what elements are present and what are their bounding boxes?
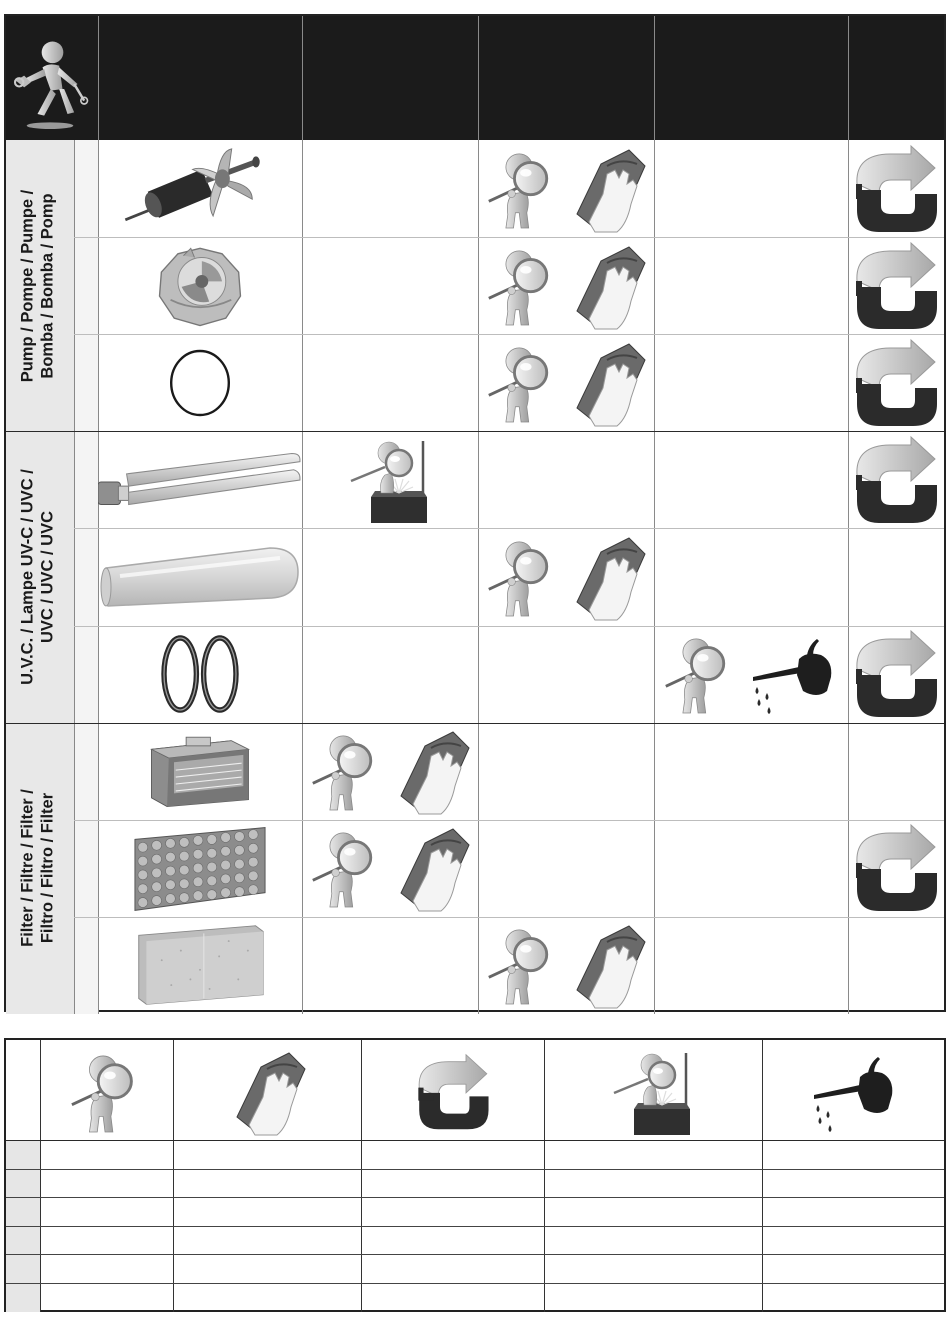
inspect-icon [485, 533, 561, 621]
group-label [18, 431, 62, 722]
group-label-line: U.V.C. / Lampe UV-C / UVC / [19, 469, 38, 685]
lubricate-icon [805, 1047, 901, 1137]
legend-column-divider [762, 1040, 763, 1312]
lubricate-icon [744, 629, 840, 719]
column-divider [848, 16, 849, 1014]
clean-icon [391, 823, 471, 913]
quartz-tube-icon [100, 541, 300, 613]
group-label-line: Pump / Pompe / Pumpe / [19, 189, 38, 382]
column-divider [654, 16, 655, 1014]
group-label [18, 140, 62, 431]
legend-column-divider [361, 1040, 362, 1312]
legend-column-divider [40, 1040, 41, 1312]
row-divider [6, 723, 944, 724]
clean-icon [227, 1047, 307, 1137]
row-divider [74, 237, 944, 238]
maintenance-table [4, 14, 946, 1012]
inspect-icon [485, 921, 561, 1009]
service-mascot-icon [8, 34, 92, 134]
double-o-ring-icon [155, 629, 245, 719]
legend-column-divider [544, 1040, 545, 1312]
inspect-uv-icon [344, 435, 436, 525]
clean-icon [567, 338, 647, 428]
column-divider [98, 16, 99, 140]
replace-icon [851, 823, 941, 913]
legend-row-divider [6, 1226, 944, 1227]
row-divider [74, 334, 944, 335]
row-number-column [74, 723, 98, 1014]
filter-cartridge-icon [148, 732, 252, 810]
clean-icon [567, 920, 647, 1010]
uv-lamp-icon [98, 449, 302, 511]
clean-icon [567, 144, 647, 234]
column-divider [302, 16, 303, 1014]
legend-row-divider [6, 1169, 944, 1170]
filter-sponge-icon [131, 823, 269, 913]
clean-icon [567, 532, 647, 622]
row-divider [6, 431, 944, 432]
row-divider [74, 917, 944, 918]
legend-row-divider [6, 1254, 944, 1255]
row-divider [74, 820, 944, 821]
inspect-icon [485, 339, 561, 427]
replace-icon [851, 629, 941, 719]
row-number-column [74, 140, 98, 431]
replace-icon [414, 1053, 492, 1131]
replace-icon [851, 144, 941, 234]
inspect-icon [485, 145, 561, 233]
impeller-icon [110, 147, 290, 231]
impeller-cover-icon [154, 244, 246, 328]
group-label-line: UVC / UVC / UVC [39, 510, 58, 643]
clean-icon [391, 726, 471, 816]
legend-header-divider [6, 1140, 944, 1141]
group-label-line: Filter / Filtre / Filter / [19, 789, 38, 948]
replace-icon [851, 435, 941, 525]
legend-row-divider [6, 1197, 944, 1198]
legend-column-divider [173, 1040, 174, 1312]
row-divider [74, 626, 944, 627]
inspect-icon [309, 727, 385, 815]
group-label [18, 723, 62, 1014]
o-ring-icon [160, 339, 240, 427]
filter-pad-icon [133, 921, 267, 1009]
group-label-line: Filtro / Filtro / Filter [39, 793, 58, 944]
row-divider [74, 528, 944, 529]
legend-row-divider [6, 1283, 944, 1284]
inspect-icon [662, 630, 738, 718]
inspect-uv-icon [607, 1047, 699, 1137]
column-divider [478, 16, 479, 1014]
group-label-line: Bomba / Bomba / Pomp [39, 193, 58, 379]
column-divider [98, 140, 99, 1014]
legend-table [4, 1038, 946, 1312]
row-number-column [74, 431, 98, 722]
inspect-icon [68, 1046, 146, 1138]
replace-icon [851, 338, 941, 428]
inspect-icon [485, 242, 561, 330]
inspect-icon [309, 824, 385, 912]
replace-icon [851, 241, 941, 331]
table-header [6, 16, 944, 140]
column-divider [74, 140, 75, 1014]
clean-icon [567, 241, 647, 331]
